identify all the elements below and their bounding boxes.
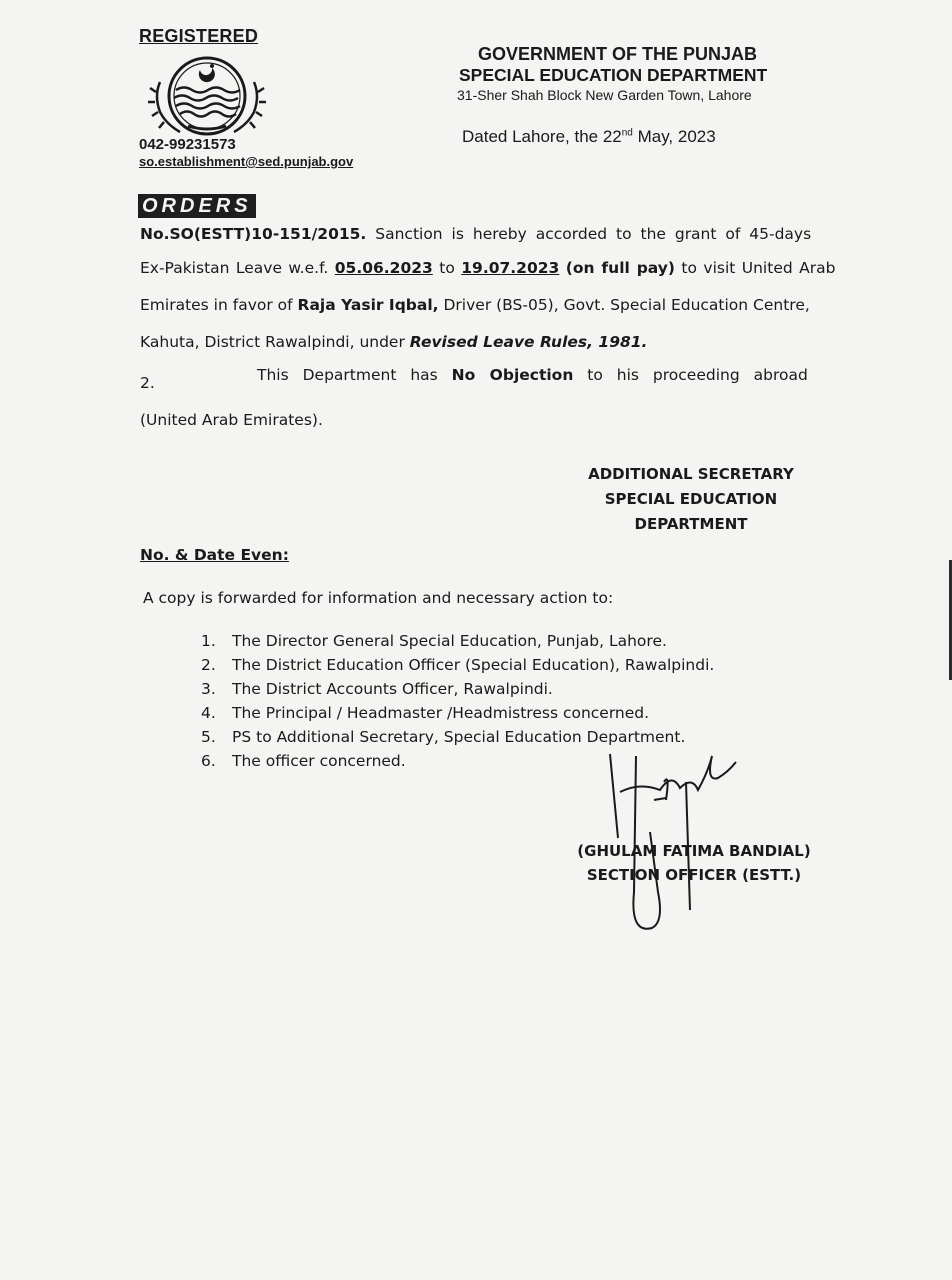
list-item: 2. The District Education Officer (Special Education), Rawalpindi. xyxy=(201,656,715,674)
phone-number: 042-99231573 xyxy=(139,136,236,153)
registered-label: REGISTERED xyxy=(139,26,259,46)
order-line-3: Emirates in favor of Raja Yasir Iqbal, Driver (BS-05), Govt. Special Education Centre, xyxy=(140,296,810,314)
government-title: GOVERNMENT OF THE PUNJAB xyxy=(478,44,758,64)
list-item: 6. The officer concerned. xyxy=(201,752,406,770)
endorsement-title: No. & Date Even: xyxy=(140,546,289,564)
paragraph-2-line-2: (United Arab Emirates). xyxy=(140,411,323,429)
signatory-section-officer: (GHULAM FATIMA BANDIAL) SECTION OFFICER (ESTT.) xyxy=(577,842,811,884)
list-item: 3. The District Accounts Officer, Rawalpindi. xyxy=(201,680,553,698)
paragraph-2-text: This Department has No Objection to his proceeding abroad xyxy=(257,366,808,384)
email-address: so.establishment@sed.punjab.gov xyxy=(139,154,354,169)
date-line: Dated Lahore, the 22nd May, 2023 xyxy=(462,127,716,146)
order-line-2: Ex-Pakistan Leave w.e.f. 05.06.2023 to 19.07.2023 (on full pay) to visit United Arab xyxy=(140,259,836,277)
orders-heading: ORDERS xyxy=(138,194,256,218)
endorsement-intro: A copy is forwarded for information and necessary action to: xyxy=(143,589,614,607)
department-address: 31-Sher Shah Block New Garden Town, Lahore xyxy=(457,87,752,103)
order-line-4: Kahuta, District Rawalpindi, under Revised Leave Rules, 1981. xyxy=(140,333,648,351)
handwritten-signature-icon xyxy=(600,742,750,934)
list-item: 1. The Director General Special Education, Punjab, Lahore. xyxy=(201,632,667,650)
punjab-government-logo-icon xyxy=(148,52,266,144)
signatory-additional-secretary: ADDITIONAL SECRETARY SPECIAL EDUCATION DEPARTMENT xyxy=(588,465,794,533)
list-item: 4. The Principal / Headmaster /Headmistress concerned. xyxy=(201,704,650,722)
department-title: SPECIAL EDUCATION DEPARTMENT xyxy=(459,65,768,85)
paragraph-2-number: 2. xyxy=(140,374,155,392)
list-item: 5. PS to Additional Secretary, Special Education Department. xyxy=(201,728,686,746)
order-line-1: No.SO(ESTT)10-151/2015. Sanction is hereby accorded to the grant of 45-days xyxy=(140,225,812,243)
